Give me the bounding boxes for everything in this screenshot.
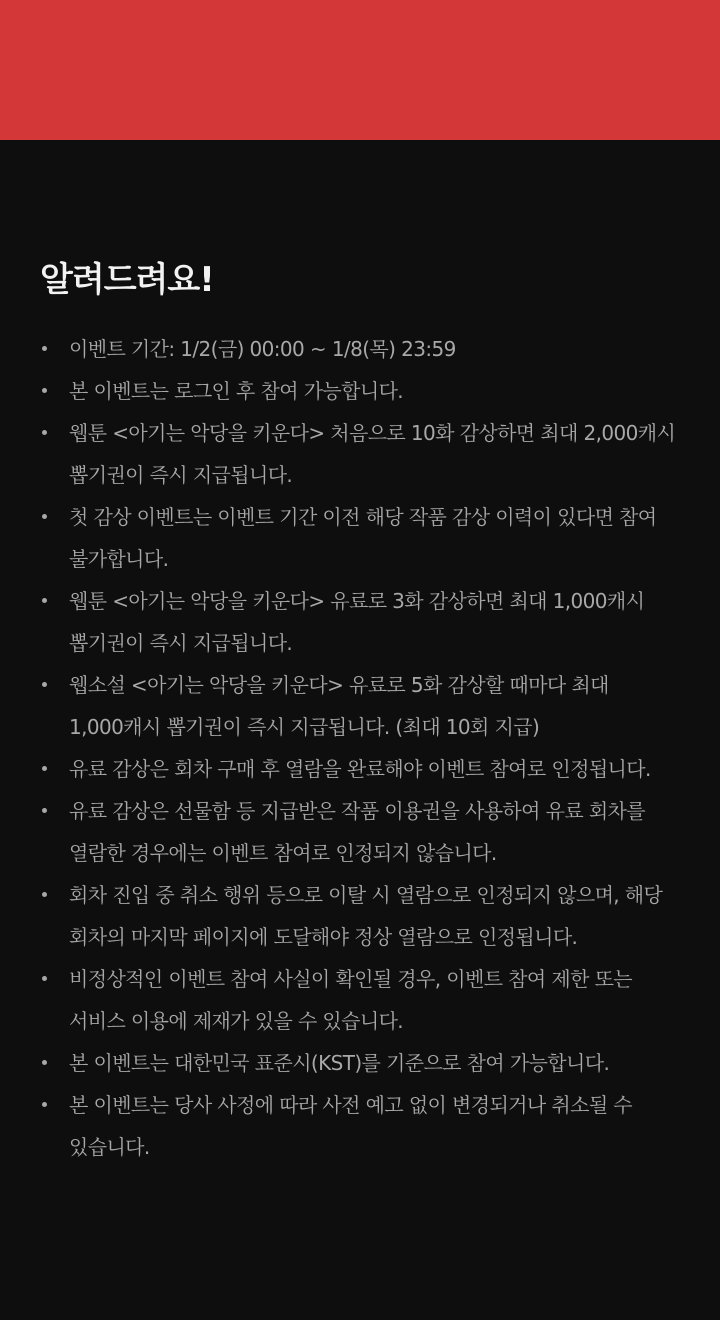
notice-item-text: 웹소설 <아기는 악당을 키운다> 유료로 5화 감상할 때마다 최대 1,000캐시 뽑기권이 즉시 지급됩니다. (최대 10회 지급): [69, 673, 609, 739]
notice-item-text: 웹툰 <아기는 악당을 키운다> 유료로 3화 감상하면 최대 1,000캐시 뽑기권이 즉시 지급됩니다.: [69, 589, 645, 655]
bullet-icon: [42, 388, 47, 393]
notice-item-text: 회차 진입 중 취소 행위 등으로 이탈 시 열람으로 인정되지 않으며, 해당 회차의 마지막 페이지에 도달해야 정상 열람으로 인정됩니다.: [69, 883, 663, 949]
notice-item-text: 유료 감상은 선물함 등 지급받은 작품 이용권을 사용하여 유료 회차를 열람한 경우에는 이벤트 참여로 인정되지 않습니다.: [69, 799, 645, 865]
notice-title: 알려드려요!: [40, 260, 214, 300]
notice-section: [0, 140, 720, 1168]
notice-item: [40, 370, 680, 412]
notice-item-text: 본 이벤트는 대한민국 표준시(KST)를 기준으로 참여 가능합니다.: [69, 1051, 610, 1075]
bullet-icon: [42, 766, 47, 771]
notice-item: [40, 874, 680, 958]
notice-item-text: 비정상적인 이벤트 참여 사실이 확인될 경우, 이벤트 참여 제한 또는 서비스 이용에 제재가 있을 수 있습니다.: [69, 967, 633, 1033]
notice-item: [40, 790, 680, 874]
notice-item: [40, 1042, 680, 1084]
notice-item-text: 첫 감상 이벤트는 이벤트 기간 이전 해당 작품 감상 이력이 있다면 참여 불가합니다.: [69, 505, 657, 571]
bullet-icon: [42, 976, 47, 981]
notice-item-text: 본 이벤트는 당사 사정에 따라 사전 예고 없이 변경되거나 취소될 수 있습니다.: [69, 1093, 633, 1159]
notice-item: [40, 580, 680, 664]
notice-item: [40, 958, 680, 1042]
notice-item-text: 본 이벤트는 로그인 후 참여 가능합니다.: [69, 379, 404, 403]
bullet-icon: [42, 430, 47, 435]
notice-list: [40, 328, 680, 1168]
notice-item: [40, 664, 680, 748]
notice-item: [40, 412, 680, 496]
notice-item: [40, 496, 680, 580]
bullet-icon: [42, 682, 47, 687]
notice-item-text: 웹툰 <아기는 악당을 키운다> 처음으로 10화 감상하면 최대 2,000캐시 뽑기권이 즉시 지급됩니다.: [69, 421, 676, 487]
notice-item: [40, 328, 680, 370]
bullet-icon: [42, 892, 47, 897]
notice-item: [40, 1084, 680, 1168]
bullet-icon: [42, 598, 47, 603]
top-banner: [0, 0, 720, 140]
notice-item-text: 유료 감상은 회차 구매 후 열람을 완료해야 이벤트 참여로 인정됩니다.: [69, 757, 651, 781]
notice-item-text: 이벤트 기간: 1/2(금) 00:00 ~ 1/8(목) 23:59: [69, 337, 456, 361]
notice-item: [40, 748, 680, 790]
bullet-icon: [42, 1060, 47, 1065]
bullet-icon: [42, 1102, 47, 1107]
bullet-icon: [42, 514, 47, 519]
bullet-icon: [42, 808, 47, 813]
bullet-icon: [42, 346, 47, 351]
